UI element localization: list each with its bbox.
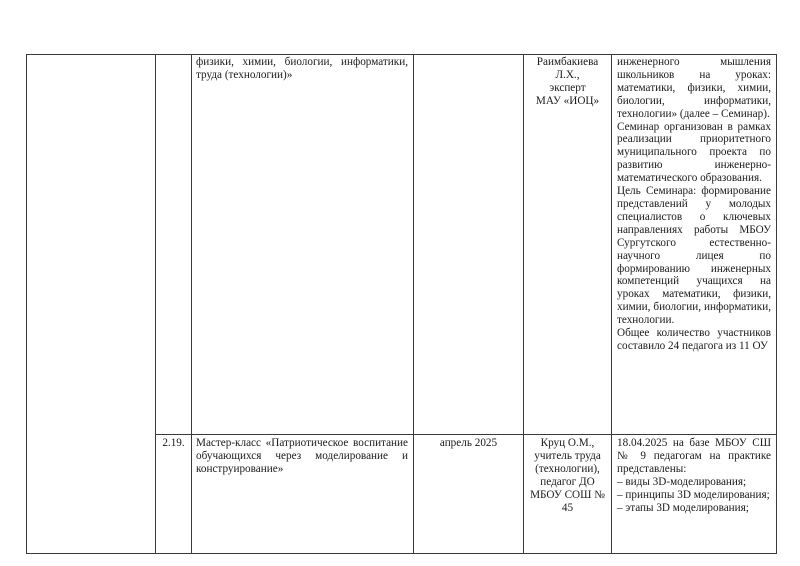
row2-number-cell bbox=[156, 437, 191, 450]
row2-responsible-line: МБОУ СОШ № 45 bbox=[530, 488, 605, 514]
row1-responsible-line: эксперт bbox=[549, 81, 586, 94]
row2-responsible-cell bbox=[524, 437, 611, 514]
table-bottom-border bbox=[26, 553, 777, 554]
row2-result-paragraph: 18.04.2025 на базе МБОУ СШ № 9 педагогам на практике представлены: bbox=[617, 437, 771, 475]
row2-responsible-line: учитель труда bbox=[534, 449, 601, 462]
col-border-6 bbox=[776, 54, 777, 554]
row1-result-paragraph: инженерного мышления школьников на уроках: математики, физики, химии, биологии, информатики, технологии» (далее – Семинар). bbox=[617, 56, 771, 120]
row2-event-text: Мастер-класс «Патриотическое воспитание обучающихся через моделирование и конструирование» bbox=[196, 437, 408, 475]
row2-responsible-line: Круц О.М., bbox=[540, 437, 595, 449]
col-border-0 bbox=[26, 54, 27, 554]
row2-result-cell bbox=[617, 437, 771, 514]
col-border-1 bbox=[155, 54, 156, 554]
row1-result-paragraph: Семинар организован в рамках реализации приоритетного муниципального проекта по развитию инженерно-математического образования. bbox=[617, 120, 771, 185]
col-border-5 bbox=[611, 54, 612, 554]
row1-responsible-line: Раимбакиева Л.Х., bbox=[536, 56, 599, 81]
row1-event-text: физики, химии, биологии, информатики, труда (технологии)» bbox=[196, 56, 408, 81]
row1-responsible-line: МАУ «ИОЦ» bbox=[535, 94, 600, 107]
row2-result-paragraph: – этапы 3D моделирования; bbox=[617, 501, 749, 514]
row1-responsible-cell bbox=[524, 56, 611, 108]
row-divider bbox=[155, 434, 777, 435]
row2-responsible-line: (технологии), bbox=[535, 462, 600, 475]
row1-result-cell bbox=[617, 56, 771, 353]
col-border-2 bbox=[191, 54, 192, 554]
row1-result-paragraph: Цель Семинара: формирование представлений у молодых специалистов о ключевых направлениях работы МБОУ Сургутского естественно-научного лицея по формированию инженерных компетенций учащихся на уроках математики, физики, химии, биологии, информатики, технологии. bbox=[617, 185, 771, 327]
row2-event-cell bbox=[196, 437, 408, 476]
row2-responsible-line: педагог ДО bbox=[540, 475, 595, 488]
row1-event-cell bbox=[196, 56, 408, 82]
row2-date: апрель 2025 bbox=[439, 437, 498, 449]
row1-result-paragraph: Общее количество участников составило 24 педагога из 11 ОУ bbox=[617, 327, 771, 352]
row2-result-paragraph: – виды 3D-моделирования; bbox=[617, 475, 747, 488]
row2-result-paragraph: – принципы 3D моделирования; bbox=[617, 488, 770, 501]
col-border-3 bbox=[413, 54, 414, 554]
row-number: 2.19. bbox=[162, 437, 185, 449]
row2-date-cell bbox=[414, 437, 523, 450]
table-top-border bbox=[26, 54, 777, 55]
